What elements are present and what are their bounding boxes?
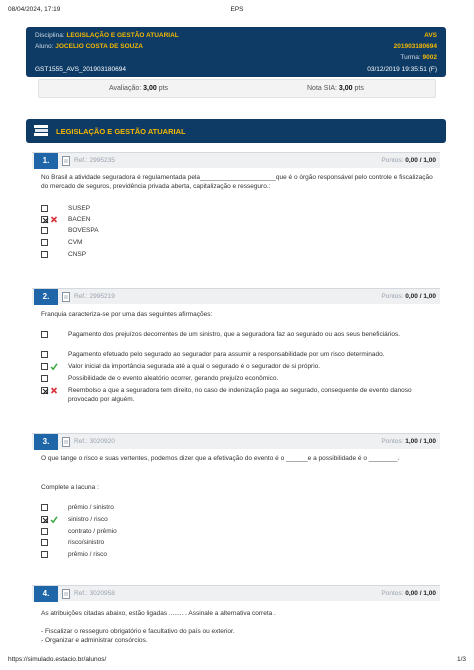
question-ref: Ref.: 3020958 [74, 590, 115, 597]
points-value: 0,00 / 1,00 [405, 157, 436, 164]
document-icon [62, 589, 70, 599]
nota-value: 3,00 [338, 85, 353, 92]
option-checkbox-checked[interactable] [41, 516, 48, 523]
option-checkbox[interactable] [41, 351, 48, 358]
nota-sia-score [307, 85, 364, 92]
document-icon [62, 437, 70, 447]
option-row [41, 363, 441, 372]
document-icon [62, 156, 70, 166]
print-header [8, 6, 466, 16]
print-footer [8, 656, 466, 666]
option-label: prêmio / risco [68, 551, 108, 558]
option-label: Pagamento efetuado pelo segurado ao segurador para assumir a responsabilidade por um risco determinado. [68, 351, 385, 358]
option-checkbox[interactable] [41, 331, 48, 338]
question-points [381, 590, 436, 597]
option-label: Reembolso a que a seguradora tem direito, no caso de indenização paga ao segurado, consequente de evento danoso provocado por alguém. [68, 387, 412, 403]
question-text: O que tange o risco e suas vertentes, podemos dizer que a efetivação do evento é o ______e a possibilidade é o ________. [41, 455, 400, 462]
points-value: 1,00 / 1,00 [405, 438, 436, 445]
question-text: As atribuições citadas abaixo, estão ligadas ........ . Assinale a alternativa correta . [41, 610, 276, 617]
option-row [41, 331, 441, 349]
student-banner [26, 27, 446, 77]
wrong-x-icon [50, 386, 58, 395]
option-checkbox[interactable] [41, 239, 48, 246]
option-label: contrato / prêmio [68, 528, 117, 535]
option-label: risco/sinistro [68, 539, 105, 546]
question-header-2 [32, 288, 440, 304]
matricula-value: 201903180694 [393, 43, 437, 50]
option-row [41, 251, 441, 260]
question-instruction: Complete a lacuna : [41, 484, 99, 491]
option-row [41, 528, 441, 537]
correct-check-icon [50, 515, 58, 524]
option-label: BACEN [68, 216, 91, 223]
question-points [381, 438, 436, 445]
nota-pts: pts [354, 85, 364, 92]
books-icon [32, 123, 50, 139]
option-checkbox[interactable] [41, 363, 48, 370]
option-checkbox[interactable] [41, 251, 48, 258]
option-row [41, 205, 441, 214]
aluno-value: JOCELIO COSTA DE SOUZA [55, 43, 144, 50]
aluno-label: Aluno: [35, 43, 54, 50]
question-number: 1. [34, 153, 58, 169]
option-checkbox[interactable] [41, 528, 48, 535]
question-header-4 [32, 585, 440, 601]
question-header-3 [32, 433, 440, 449]
option-row [41, 539, 441, 548]
option-row [41, 351, 441, 360]
option-checkbox[interactable] [41, 205, 48, 212]
exam-type: AVS [424, 32, 437, 39]
option-label: Possibilidade de o evento aleatório ocorrer, gerando prejuízo econômico. [68, 375, 279, 382]
points-label: Pontos: [381, 590, 404, 597]
section-title: LEGISLAÇÃO E GESTÃO ATUARIAL [56, 127, 186, 136]
option-label: Pagamento dos prejuízos decorrentes de um sinistro, que a seguradora faz ao segurado ou aos seus beneficiários. [68, 331, 401, 338]
question-ref: Ref.: 3020920 [74, 438, 115, 445]
wrong-x-icon [50, 215, 58, 224]
footer-url: https://simulado.estacio.br/alunos/ [8, 656, 107, 663]
option-label: BOVESPA [68, 227, 99, 234]
option-row [41, 551, 441, 560]
option-row [41, 375, 441, 384]
option-label: CVM [68, 239, 83, 246]
exam-code: GST1555_AVS_201903180694 [35, 66, 126, 73]
points-label: Pontos: [381, 157, 404, 164]
option-row [41, 216, 441, 225]
option-checkbox[interactable] [41, 551, 48, 558]
option-checkbox[interactable] [41, 227, 48, 234]
option-label: SUSEP [68, 205, 91, 212]
avaliacao-value: 3,00 [143, 85, 157, 92]
disciplina-label: Disciplina: [35, 32, 65, 39]
print-datetime: 08/04/2024, 17:19 [8, 6, 61, 13]
option-checkbox-checked[interactable] [41, 216, 48, 223]
points-value: 0,00 / 1,00 [405, 293, 436, 300]
correct-check-icon [50, 362, 58, 371]
question-header-1 [32, 152, 440, 168]
option-row [41, 387, 441, 405]
option-row [41, 504, 441, 513]
exam-datetime: 03/12/2019 19:35:51 (F) [367, 66, 437, 73]
turma-value: 9002 [422, 54, 437, 61]
option-checkbox-checked[interactable] [41, 387, 48, 394]
turma-label: Turma: [400, 54, 421, 61]
footer-page: 1/3 [456, 656, 466, 663]
print-title: EPS [230, 6, 244, 13]
option-checkbox[interactable] [41, 375, 48, 382]
question-points [381, 157, 436, 164]
statement-line: - Fiscalizar o resseguro obrigatório e facultativo do país ou exterior. [41, 628, 235, 635]
disciplina-value: LEGISLAÇÃO E GESTÃO ATUARIAL [66, 32, 179, 39]
question-number: 2. [34, 289, 58, 305]
section-header [26, 119, 446, 143]
option-row [41, 227, 441, 236]
question-ref: Ref.: 2995235 [74, 157, 115, 164]
question-number: 3. [34, 434, 58, 450]
points-label: Pontos: [381, 438, 404, 445]
option-label: Valor inicial da importância segurada até a qual o segurado é o segurador de si próprio. [68, 363, 321, 370]
option-row [41, 239, 441, 248]
document-icon [62, 292, 70, 302]
option-row [41, 516, 441, 525]
question-text: No Brasil a atividade seguradora é regulamentada pela_____________________que é o órgão responsável pelo controle e fiscalização do mercado de seguros, previdência privada aberta, capitalização e resseguro.: [41, 174, 433, 190]
avaliacao-pts: pts [158, 85, 169, 92]
avaliacao-score [109, 85, 168, 92]
question-number: 4. [34, 586, 58, 602]
score-bar [38, 79, 436, 98]
option-label: sinistro / risco [68, 516, 108, 523]
option-checkbox[interactable] [41, 539, 48, 546]
avaliacao-label: Avaliação: [109, 85, 142, 92]
points-label: Pontos: [381, 293, 404, 300]
statement-line: - Organizar e administrar consórcios. [41, 637, 148, 644]
question-points [381, 293, 436, 300]
question-text: Franquia caracteriza-se por uma das seguintes afirmações: [41, 311, 213, 318]
option-label: prêmio / sinistro [68, 504, 114, 511]
option-checkbox[interactable] [41, 504, 48, 511]
question-ref: Ref.: 2995219 [74, 293, 115, 300]
option-label: CNSP [68, 251, 87, 258]
nota-label: Nota SIA: [307, 85, 337, 92]
points-value: 0,00 / 1,00 [405, 590, 436, 597]
